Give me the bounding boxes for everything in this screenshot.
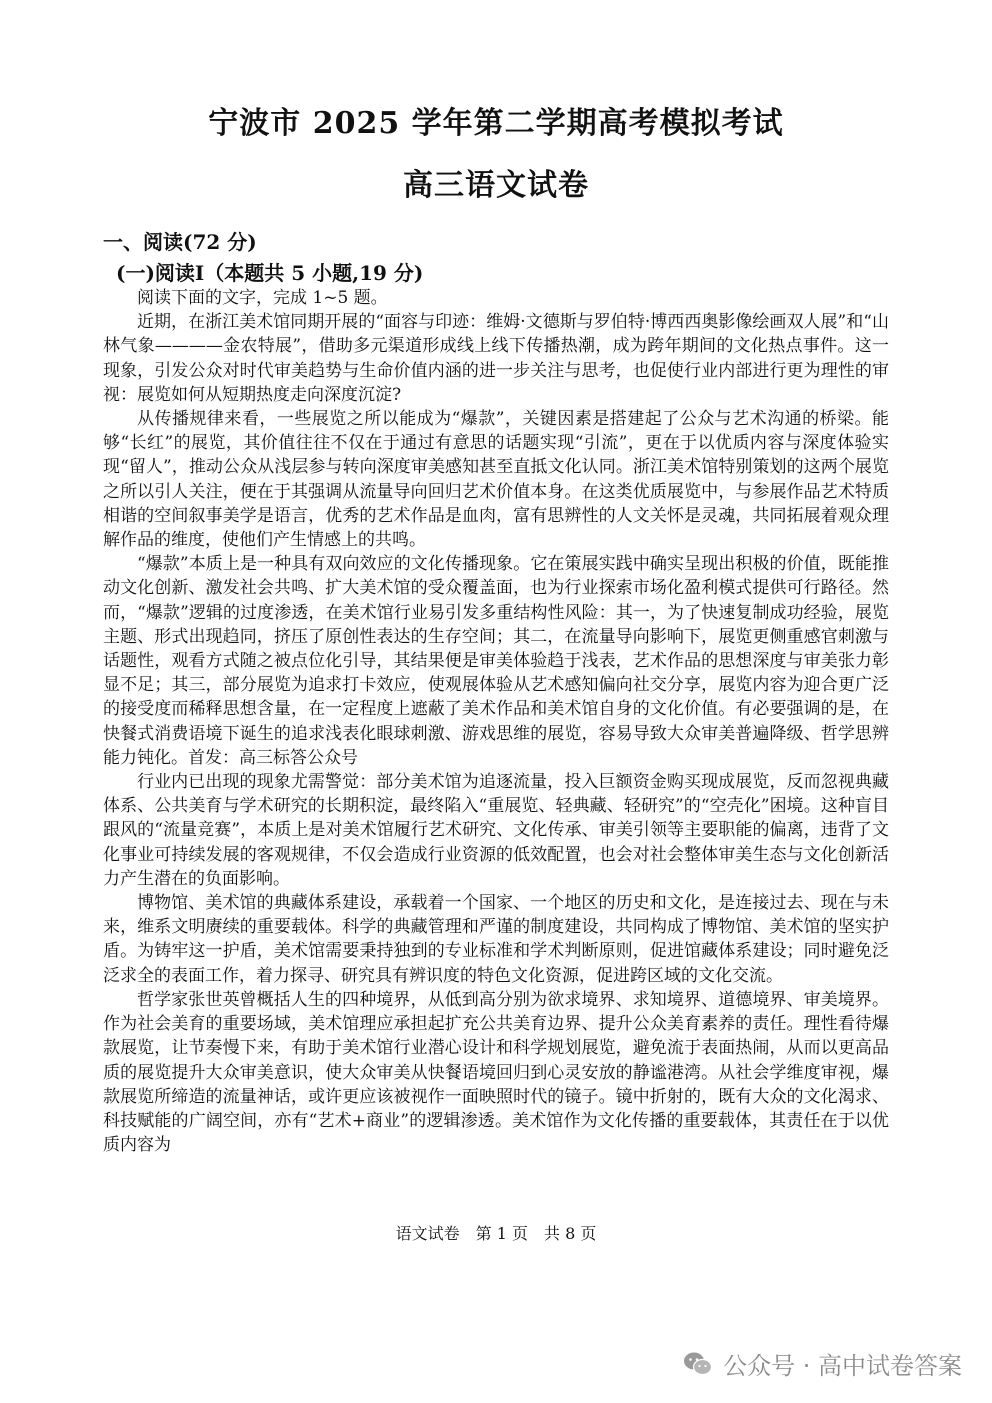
paragraph: 行业内已出现的现象尤需警觉：部分美术馆为追逐流量，投入巨额资金购买现成展览，反而忽视典藏体系、公共美育与学术研究的长期积淀，最终陷入“重展览、轻典藏、轻研究”的“空壳化”困境。这种盲目跟风的“流量竞赛”，本质上是对美术馆履行艺术研究、文化传承、审美引领等主要职能的偏离，违背了文化事业可持续发展的客观规律，不仅会造成行业资源的低效配置，也会对社会整体审美生态与文化创新活力产生潜在的负面影响。 — [103, 772, 889, 889]
paragraph: 博物馆、美术馆的典藏体系建设，承载着一个国家、一个地区的历史和文化，是连接过去、现在与未来，维系文明赓续的重要载体。科学的典藏管理和严谨的制度建设，共同构成了博物馆、美术馆的坚实护盾。为铸牢这一护盾，美术馆需要秉持独到的专业标准和学术判断原则，促进馆藏体系建设；同时避免泛泛求全的表面工作，着力探寻、研究具有辨识度的特色文化资源，促进跨区域的文化交流。 — [103, 893, 889, 986]
paragraph: 从传播规律来看，一些展览之所以能成为“爆款”，关键因素是搭建起了公众与艺术沟通的桥梁。能够“长红”的展览，其价值往往不仅在于通过有意思的话题实现“引流”，更在于以优质内容与深度体验实现“留人”，推动公众从浅层参与转向深度审美感知甚至直抵文化认同。浙江美术馆特别策划的这两个展览之所以引人关注，便在于其强调从流量导向回归艺术价值本身。在这类优质展览中，与参展作品艺术特质相谐的空间叙事美学是语言，优秀的艺术作品是血肉，富有思辨性的人文关怀是灵魂，共同拓展着观众理解作品的维度，使他们产生情感上的共鸣。 — [103, 409, 889, 551]
exam-subtitle: 高三语文试卷 — [403, 168, 589, 203]
paragraph: “爆款”本质上是一种具有双向效应的文化传播现象。它在策展实践中确实呈现出积极的价值，既能推动文化创新、激发社会共鸣、扩大美术馆的受众覆盖面，也为行业探索市场化盈利模式提供可行路径。然而，“爆款”逻辑的过度渗透，在美术馆行业易引发多重结构性风险：其一，为了快速复制成功经验，展览主题、形式出现趋同，挤压了原创性表达的生存空间；其二，在流量导向影响下，展览更侧重感官刺激与话题性，观看方式随之被点位化引导，其结果便是审美体验趋于浅表，艺术作品的思想深度与审美张力彰显不足；其三，部分展览为追求打卡效应，使观展体验从艺术感知偏向社交分享，展览内容为迎合更广泛的接受度而稀释思想含量，在一定程度上遮蔽了美术作品和美术馆自身的文化价值。有必要强调的是，在快餐式消费语境下诞生的追求浅表化眼球刺激、游戏思维的展览，容易导致大众审美普遍降级、哲学思辨能力钝化。首发：高三标答公众号 — [103, 554, 889, 768]
watermark — [683, 1346, 962, 1381]
wechat-icon — [683, 1351, 713, 1377]
page-footer: 语文试卷 第 1 页 共 8 页 — [395, 1224, 597, 1243]
section-heading: 一、阅读(72 分) — [103, 230, 257, 254]
exam-title: 宁波市 2025 学年第二学期高考模拟考试 — [208, 106, 784, 141]
paragraph: 阅读下面的文字，完成 1~5 题。 — [137, 288, 388, 308]
passage-body — [103, 286, 889, 1157]
watermark-text: 公众号 · 高中试卷答案 — [723, 1352, 962, 1380]
paragraph: 近期，在浙江美术馆同期开展的“面容与印迹：维姆·文德斯与罗伯特·博西西奥影像绘画双人展”和“山林气象————金农特展”，借助多元渠道形成线上线下传播热潮，成为跨年期间的文化热点事件。这一现象，引发公众对时代审美趋势与生命价值内涵的进一步关注与思考，也促使行业内部进行更为理性的审视：展览如何从短期热度走向深度沉淀? — [103, 312, 889, 405]
section-subheading: (一)阅读Ⅰ（本题共 5 小题,19 分) — [116, 261, 424, 285]
paragraph: 哲学家张世英曾概括人生的四种境界，从低到高分别为欲求境界、求知境界、道德境界、审美境界。作为社会美育的重要场域，美术馆理应承担起扩充公共美育边界、提升公众美育素养的责任。理性看待爆款展览，让节奏慢下来，有助于美术馆行业潜心设计和科学规划展览，避免流于表面热闹，从而以更高品质的展览提升大众审美意识，使大众审美从快餐语境回归到心灵安放的静谧港湾。从社会学维度审视，爆款展览所缔造的流量神话，或许更应该被视作一面映照时代的镜子。镜中折射的，既有大众的文化渴求、科技赋能的广阔空间，亦有“艺术+商业”的逻辑渗透。美术馆作为文化传播的重要载体，其责任在于以优质内容为 — [103, 989, 889, 1156]
